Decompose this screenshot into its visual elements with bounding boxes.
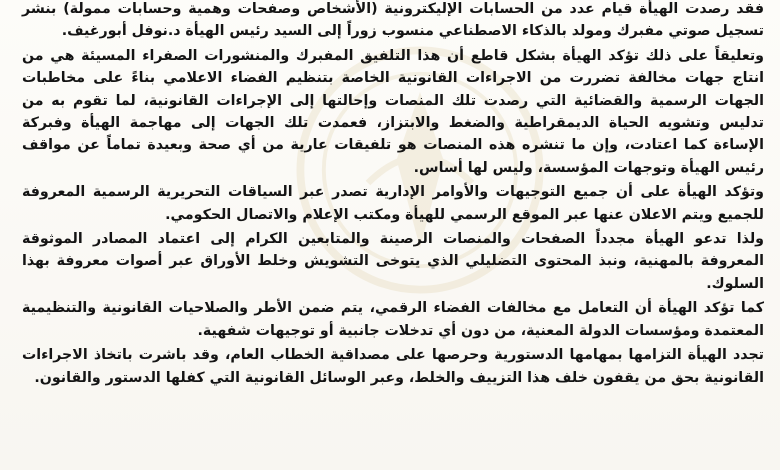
paragraph-1: فقد رصدت الهيأة قيام عدد من الحسابات الإليكترونية (الأشخاص وصفحات وهمية وحسابات ممولة) بنشر تسجيل صوتي مفبرك ومولد بالذكاء الاصطناعي منسوب زوراً إلى السيد رئيس الهيأة د.نوفل أبورغيف. bbox=[22, 1, 764, 40]
statement-body bbox=[22, 0, 764, 391]
paragraph-5: كما تؤكد الهيأة أن التعامل مع مخالفات الفضاء الرقمي، يتم ضمن الأطر والصلاحيات القانونية والتنظيمية المعتمدة ومؤسسات الدولة المعنية، من دون أي تدخلات جانبية أو توجيهات شفهية. bbox=[22, 300, 764, 339]
paragraph-4: ولذا تدعو الهيأة مجدداً الصفحات والمنصات الرصينة والمتابعين الكرام إلى اعتماد المصادر الموثوقة المعروفة بالمهنية، ونبذ المحتوى التضليلي الذي يتوخى التشويش وخلط الأوراق عبر أصوات معروفة بهذا السلوك. bbox=[22, 231, 764, 292]
paragraph-6: تجدد الهيأة التزامها بمهامها الدستورية وحرصها على مصداقية الخطاب العام، وقد باشرت باتخاذ الاجراءات القانونية بحق من يقفون خلف هذا التزييف والخلط، وعبر الوسائل القانونية التي كفلها الدستور والقانون. bbox=[22, 347, 764, 386]
paragraph-2: وتعليقاً على ذلك تؤكد الهيأة بشكل قاطع أن هذا التلفيق المفبرك والمنشورات الصفراء المسيئة هي من انتاج جهات مخالفة تضررت من الاجراءات القانونية الخاصة بتنظيم الفضاء الاعلامي بناءً على مخاطبات الجهات الرسمية والقضائية التي رصدت تلك المنصات وإحالتها إلى الإجراءات القانونية، لما تقوم به من تدليس وتشويه الحياة الديمقراطية والضغط والابتزاز، فعمدت تلك الجهات إلى مهاجمة الهيأة وفبركة الإساءة كما اعتادت، وإن ما تنشره هذه المنصات هو تلفيقات عارية من أي صحة وبعيدة تماماً عن مواقف رئيس الهيأة وتوجهات المؤسسة، وليس لها أساس. bbox=[22, 47, 764, 176]
paragraph-3: وتؤكد الهيأة على أن جميع التوجيهات والأوامر الإدارية تصدر عبر السياقات التحريرية الرسمية المعروفة للجميع ويتم الاعلان عنها عبر الموقع الرسمي للهيأة ومكتب الإعلام والاتصال الحكومي. bbox=[22, 184, 764, 223]
